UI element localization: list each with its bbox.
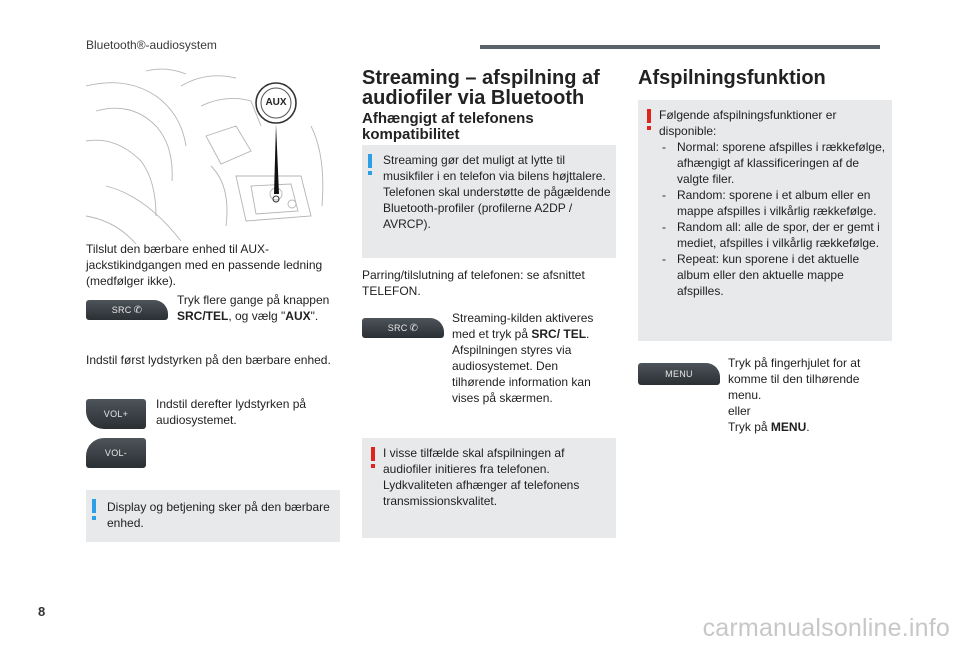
src-tel-key-label: SRC/TEL: [177, 309, 229, 323]
info-note-box-col2: [362, 145, 616, 258]
src-button-label: SRC: [387, 323, 408, 333]
info-note-box-col1: [86, 490, 340, 542]
warning-note-box-col2: [362, 438, 616, 538]
connect-instruction: Tilslut den bærbare enhed til AUX-jackstikindgangen med en passende ledning (medfølger ikke).: [86, 242, 323, 288]
volume-first-instruction: Indstil først lydstyrken på den bærbare enhed.: [86, 353, 331, 367]
volume-then-instruction: Indstil derefter lydstyrken på audiosystemet.: [156, 397, 307, 427]
activate-text-post: . Afspilningen styres via audiosystemet. Den tilhørende information kan vises på skærmen.: [452, 327, 591, 405]
warning-note-box-col3: [638, 100, 892, 341]
menu-button-label: MENU: [665, 369, 693, 379]
mode-random-all: - Random all: alle de spor, der er gemt i mediet, afspilles i vilkårlig rækkefølge.: [659, 219, 890, 251]
src-tel-button-image: [86, 300, 168, 320]
press-text-mid: , og vælg ": [228, 309, 286, 323]
press-text-end: ".: [310, 309, 319, 323]
header-bar: [480, 45, 880, 49]
menu-button-image: [638, 363, 720, 385]
mode-normal: - Normal: sporene afspilles i rækkefølge, afhængigt af klassificeringen af de valgte filer.: [659, 139, 890, 187]
press-menu-end: .: [806, 420, 810, 434]
playback-title: Afspilningsfunktion: [638, 67, 826, 89]
aux-illustration: [86, 66, 340, 244]
press-menu-line: [728, 419, 878, 435]
pairing-instruction: Parring/tilslutning af telefonen: se afsnittet TELEFON.: [362, 268, 585, 298]
phone-icon: ✆: [409, 322, 419, 334]
vol-plus-button-image: [86, 399, 146, 429]
menu-instruction: [728, 355, 878, 435]
page-number: 8: [38, 604, 46, 619]
wheel-instruction: Tryk på fingerhjulet for at komme til den tilhørende menu.: [728, 356, 861, 402]
warning-icon: [647, 109, 651, 123]
playback-modes-list: [659, 139, 890, 299]
info-icon: [92, 499, 96, 513]
vol-minus-button-image: [86, 438, 146, 468]
mode-random: - Random: sporene i et album eller en mappe afspilles i vilkårlig rækkefølge.: [659, 187, 890, 219]
press-text-prefix: Tryk flere gange på knappen: [177, 293, 330, 307]
menu-key-label: MENU: [770, 420, 807, 434]
info-note-text: Display og betjening sker på den bærbare enhed.: [107, 500, 330, 530]
press-src-instruction: [177, 292, 337, 324]
src-tel-button-image-2: [362, 318, 444, 338]
info-icon: [368, 154, 372, 168]
header-title: Bluetooth®-audiosystem: [86, 38, 217, 52]
streaming-warning-text: I visse tilfælde skal afspilningen af audiofiler initieres fra telefonen. Lydkvaliteten afhænger af telefonens transmissionskvalitet.: [383, 446, 580, 508]
aux-key-label: AUX: [285, 309, 311, 323]
watermark: carmanualsonline.info: [702, 614, 950, 642]
streaming-title: Streaming – afspilning af audiofiler via Bluetooth: [362, 67, 600, 109]
playback-modes-intro: Følgende afspilningsfunktioner er disponible:: [659, 108, 837, 138]
activate-text-prefix: Streaming-kilden aktiveres med et tryk på: [452, 311, 594, 341]
press-menu-prefix: Tryk på: [728, 420, 771, 434]
vol-plus-label: VOL+: [103, 409, 129, 419]
streaming-info-text: Streaming gør det muligt at lytte til musikfiler i en telefon via bilens højttalere. Telefonen skal understøtte de pågældende Bluetooth-profiler (profilerne A2DP / AVRCP).: [383, 153, 611, 231]
src-button-label: SRC: [111, 305, 132, 315]
aux-label: AUX: [265, 97, 287, 108]
vol-minus-label: VOL-: [104, 448, 128, 458]
warning-icon: [371, 447, 375, 461]
phone-icon: ✆: [133, 304, 143, 316]
mode-repeat: - Repeat: kun sporene i det aktuelle album eller den aktuelle mappe afspilles.: [659, 251, 890, 299]
src-tel-key-label: SRC/ TEL: [531, 327, 587, 341]
compatibility-subtitle: Afhængigt af telefonens kompatibilitet: [362, 110, 534, 143]
or-text: eller: [728, 404, 751, 418]
streaming-activate-instruction: [452, 310, 602, 406]
